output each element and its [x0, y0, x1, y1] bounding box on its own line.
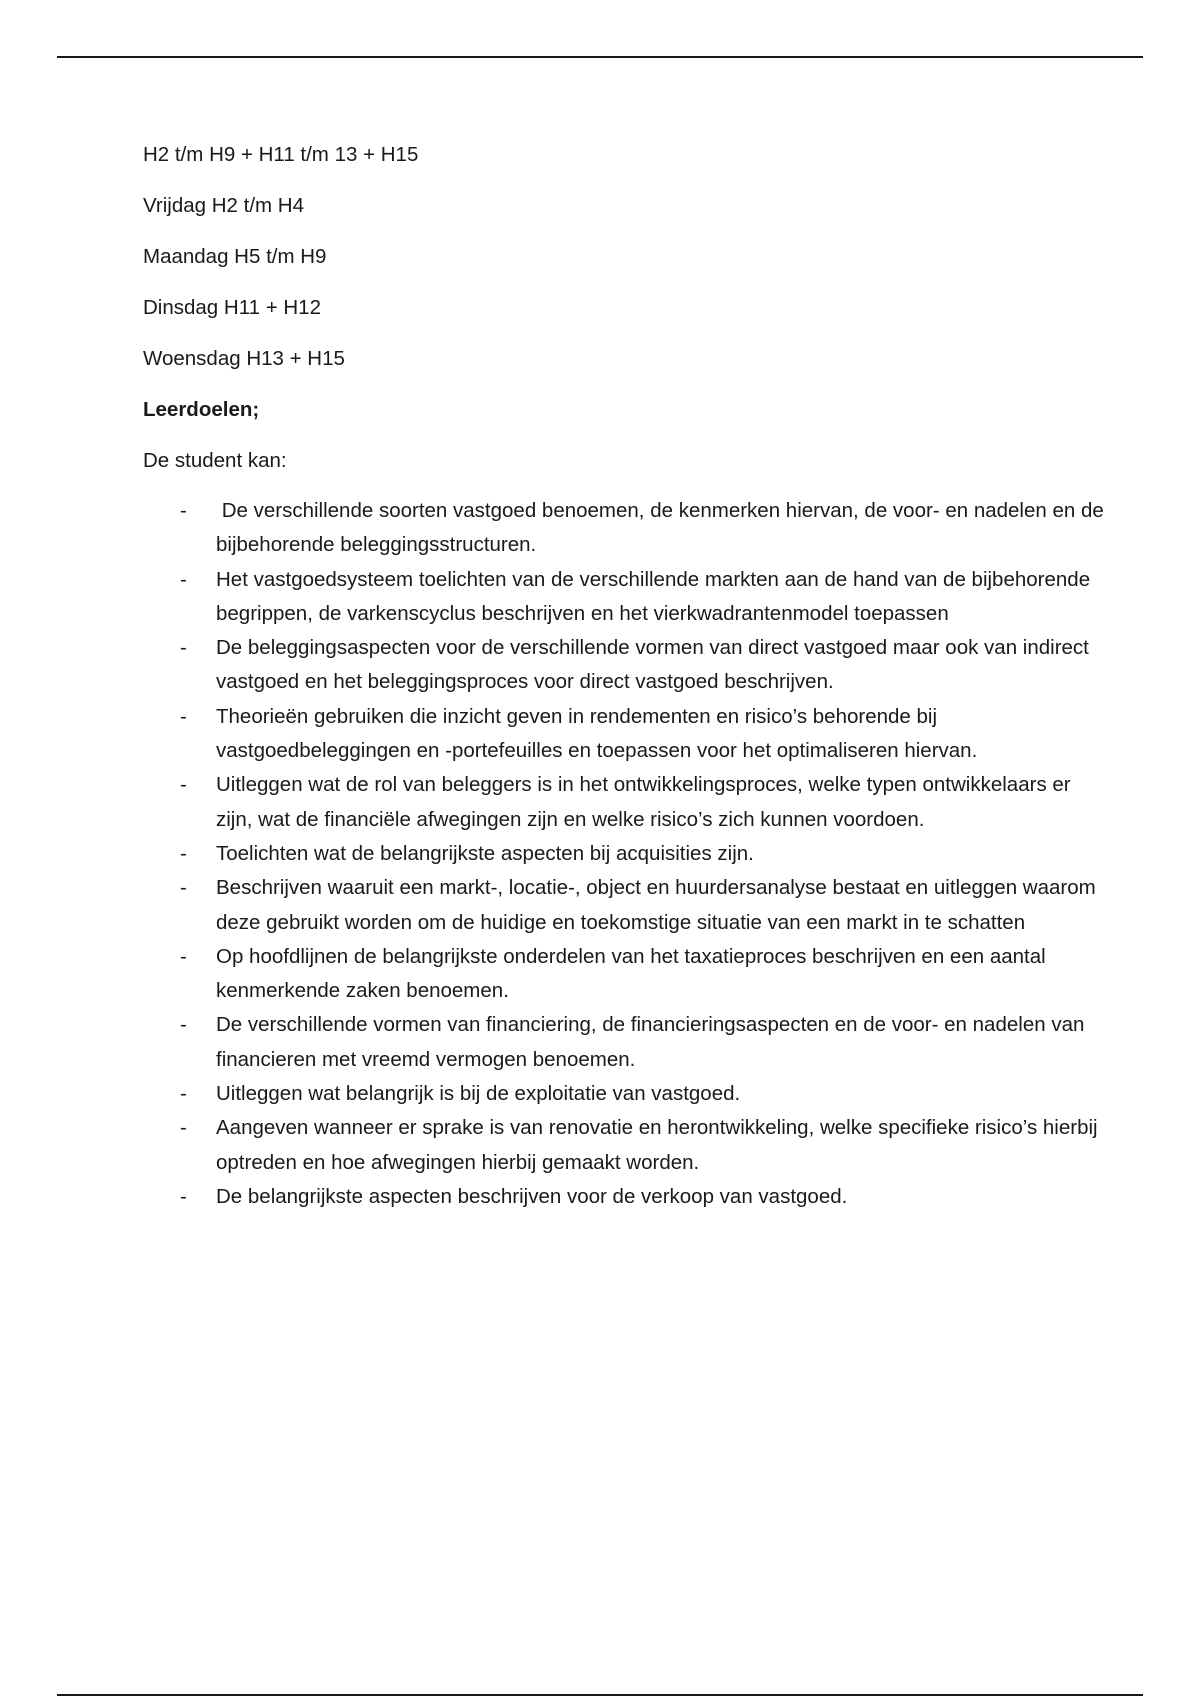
schedule-day-friday: Vrijdag H2 t/m H4: [143, 194, 305, 217]
document-body: [143, 142, 1110, 1214]
objectives-intro: De student kan:: [143, 449, 287, 472]
schedule-day-monday: Maandag H5 t/m H9: [143, 245, 327, 268]
list-item-text: De belangrijkste aspecten beschrijven voor de verkoop van vastgoed.: [216, 1184, 848, 1208]
list-item-text: De beleggingsaspecten voor de verschillende vormen van direct vastgoed maar ook van indirect vastgoed en het beleggingsproces voor direct vastgoed beschrijven.: [216, 636, 1089, 694]
list-item-text: De verschillende vormen van financiering, de financieringsaspecten en de voor- en nadelen van financieren met vreemd vermogen benoemen.: [216, 1013, 1085, 1071]
list-item: [180, 494, 1110, 563]
list-item: [180, 1111, 1110, 1180]
list-bullet: -: [180, 876, 187, 900]
objectives-list: [180, 494, 1110, 1214]
header-rule: [57, 56, 1143, 58]
list-bullet: -: [180, 636, 187, 660]
list-bullet: -: [180, 1013, 187, 1037]
list-item: [180, 1008, 1110, 1077]
list-bullet: -: [180, 704, 187, 728]
list-item: [180, 563, 1110, 632]
list-item: [180, 1077, 1110, 1111]
schedule-day-wednesday: Woensdag H13 + H15: [143, 347, 345, 370]
list-item-text: Op hoofdlijnen de belangrijkste onderdelen van het taxatieproces beschrijven en een aantal kenmerkende zaken benoemen.: [216, 944, 1046, 1003]
list-item-text: Aangeven wanneer er sprake is van renovatie en herontwikkeling, welke specifieke risico’s hierbij optreden en hoe afwegingen hierbij gemaakt worden.: [216, 1116, 1098, 1174]
list-item: [180, 768, 1110, 837]
objectives-heading: Leerdoelen;: [143, 398, 260, 421]
list-item: [180, 837, 1110, 871]
list-item-text: Beschrijven waaruit een markt-, locatie-, object en huurdersanalyse bestaat en uitleggen waarom deze gebruikt worden om de huidige en toekomstige situatie van een markt in te schatten: [216, 876, 1096, 934]
list-bullet: -: [180, 1184, 187, 1208]
list-item-text: Theorieën gebruiken die inzicht geven in rendementen en risico’s behorende bij vastgoedbeleggingen en -portefeuilles en toepassen voor het optimaliseren hiervan.: [216, 704, 978, 763]
list-bullet: -: [180, 841, 187, 865]
footer-rule: [57, 1694, 1143, 1696]
list-item-text: De verschillende soorten vastgoed benoemen, de kenmerken hiervan, de voor- en nadelen en de bijbehorende beleggingsstructuren.: [216, 499, 1110, 557]
list-item-text: Toelichten wat de belangrijkste aspecten bij acquisities zijn.: [216, 841, 754, 865]
list-bullet: -: [180, 1116, 187, 1140]
list-item-text: Uitleggen wat de rol van beleggers is in het ontwikkelingsproces, welke typen ontwikkelaars er zijn, wat de financiële afwegingen zijn en welke risico’s zich kunnen voordoen.: [216, 773, 1071, 831]
schedule-day-tuesday: Dinsdag H11 + H12: [143, 296, 321, 319]
list-bullet: -: [180, 944, 187, 968]
list-item-text: Uitleggen wat belangrijk is bij de exploitatie van vastgoed.: [216, 1082, 741, 1106]
list-bullet: -: [180, 773, 187, 797]
list-item: [180, 631, 1110, 700]
list-item: [180, 700, 1110, 769]
list-item-text: Het vastgoedsysteem toelichten van de verschillende markten aan de hand van de bijbehorende begrippen, de varkenscyclus beschrijven en het vierkwadrantenmodel toepassen: [216, 567, 1091, 625]
list-bullet: -: [180, 1082, 187, 1106]
list-item: [180, 1180, 1110, 1214]
schedule-overview: H2 t/m H9 + H11 t/m 13 + H15: [143, 143, 419, 166]
list-item: [180, 871, 1110, 940]
list-bullet: -: [180, 567, 187, 591]
list-bullet: -: [180, 499, 187, 522]
list-item: [180, 940, 1110, 1009]
